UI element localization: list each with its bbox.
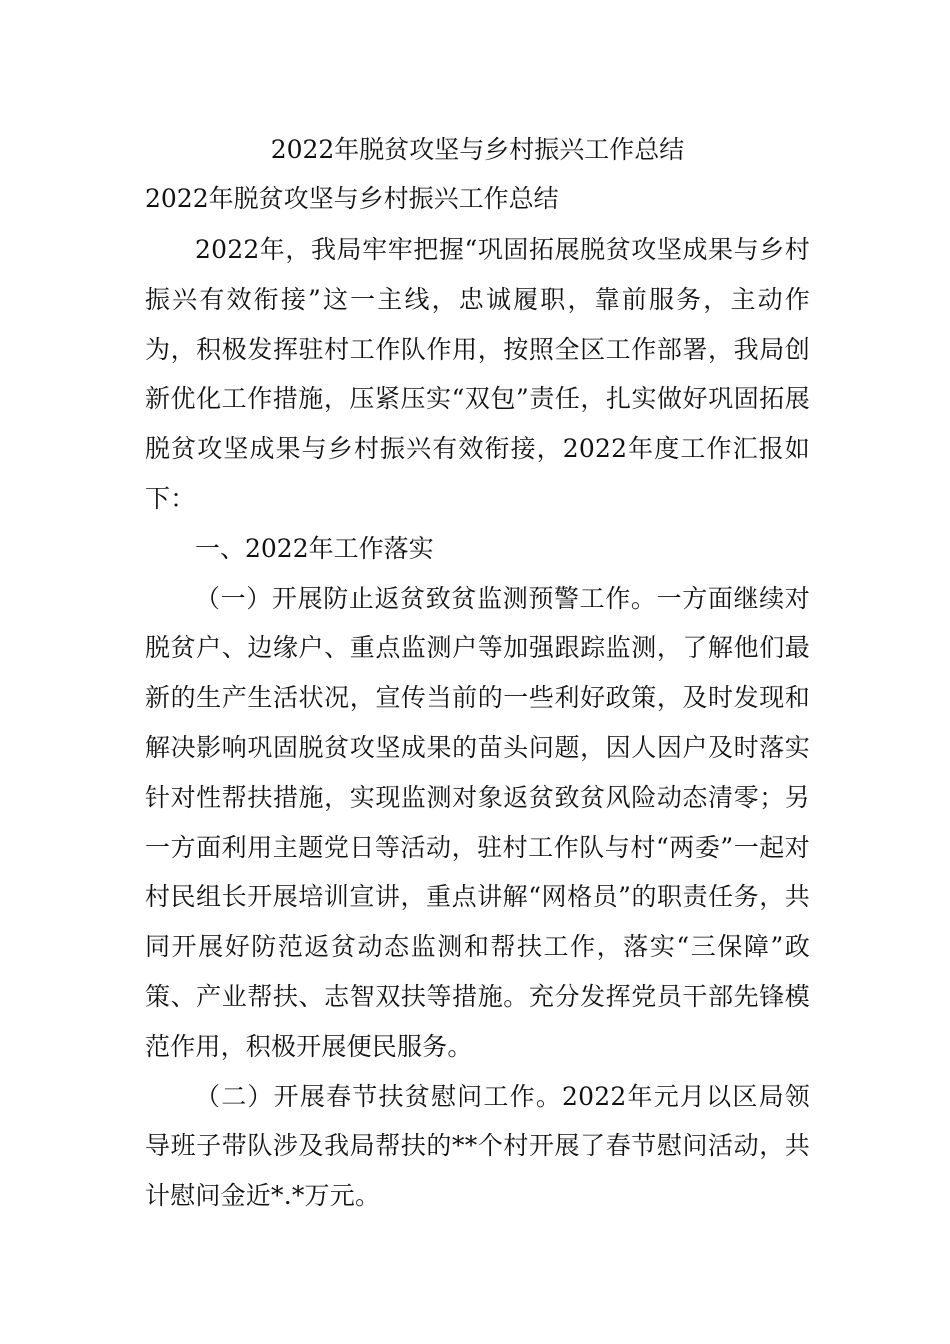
- item-paragraph-1: （一）开展防止返贫致贫监测预警工作。一方面继续对脱贫户、边缘户、重点监测户等加强跟踪监测，了解他们最新的生产生活状况，宣传当前的一些利好政策，及时发现和解决影响巩固脱贫攻坚成果的苗头问题，因人因户及时落实针对性帮扶措施，实现监测对象返贫致贫风险动态清零；另一方面利用主题党日等活动，驻村工作队与村“两委”一起对村民组长开展培训宣讲，重点讲解“网格员”的职责任务，共同开展好防范返贫动态监测和帮扶工作，落实“三保障”政策、产业帮扶、志智双扶等措施。充分发挥党员干部先锋模范作用，积极开展便民服务。: [145, 583, 810, 1061]
- document-title: 2022年脱贫攻坚与乡村振兴工作总结: [270, 135, 685, 164]
- item-paragraph-2: （二）开展春节扶贫慰问工作。2022年元月以区局领导班子带队涉及我局帮扶的**个村开展了春节慰问活动，共计慰问金近*.*万元。: [145, 1081, 810, 1211]
- intro-paragraph: 2022年，我局牢牢把握“巩固拓展脱贫攻坚成果与乡村振兴有效衔接”这一主线，忠诚履职，靠前服务，主动作为，积极发挥驻村工作队作用，按照全区工作部署，我局创新优化工作措施，压紧压实“双包”责任，扎实做好巩固拓展脱贫攻坚成果与乡村振兴有效衔接，2022年度工作汇报如下：: [145, 235, 810, 513]
- document-body: [145, 128, 810, 1221]
- section-heading: 一、2022年工作落实: [195, 533, 434, 563]
- document-subtitle: 2022年脱贫攻坚与乡村振兴工作总结: [145, 184, 559, 213]
